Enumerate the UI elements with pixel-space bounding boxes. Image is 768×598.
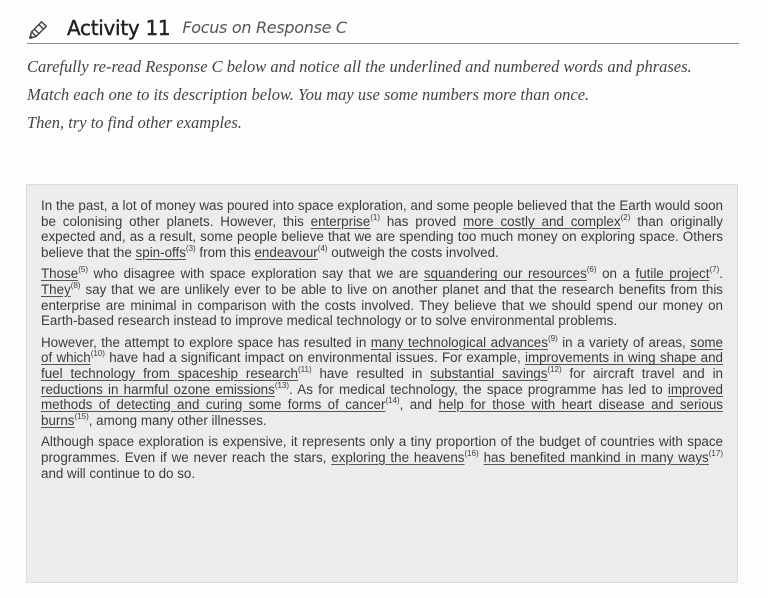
instructions (27, 57, 743, 141)
text: say that we are unlikely ever to be able to live on another planet and that the research benefits from this enterprise are minimal in comparison with the costs involved. They believe that we should spend our money on Earth-based research instead to improve medical technology or to solve environmental problems. (41, 281, 723, 329)
activity-header (27, 12, 739, 44)
underlined-phrase-8: They (41, 281, 71, 297)
underlined-phrase-15: help for those with heart disease and serious burns (41, 397, 723, 428)
text: However, the attempt to explore space has resulted in (41, 334, 371, 350)
pencil-icon (27, 19, 49, 41)
ref-number-7: (7) (709, 265, 720, 275)
text: for aircraft travel and in (561, 365, 723, 381)
text: who disagree with space exploration say that we are (88, 266, 424, 282)
activity-subtitle: Focus on Response C (182, 18, 347, 37)
underlined-phrase-5: Those (41, 266, 79, 282)
text: , and (399, 397, 439, 413)
ref-number-12: (12) (547, 364, 562, 374)
text: . (719, 266, 723, 282)
text: Although space exploration is expensive, it represents only a tiny proportion of the budget of countries with space programmes. Even if we never reach the stars, (41, 434, 723, 465)
underlined-phrase-9: many technological advances (370, 334, 548, 350)
response-paragraph-4 (41, 434, 723, 481)
activity-title: Activity 11 (67, 15, 171, 40)
ref-number-14: (14) (385, 396, 400, 406)
underlined-phrase-3: spin-offs (135, 244, 186, 260)
instruction-2: Match each one to its description below. You may use some numbers more than once. (27, 85, 590, 104)
text: than originally expected and, as a result, some people believe that we are spending too much money on exploring space. Others believe that the (41, 213, 723, 260)
ref-number-17: (17) (708, 448, 723, 458)
instruction-3: Then, try to find other examples. (27, 113, 242, 132)
text: in a variety of areas, (557, 334, 691, 350)
ref-number-2: (2) (620, 212, 631, 222)
underlined-phrase-4: endeavour (254, 244, 318, 260)
underlined-phrase-17: has benefited mankind in many ways (483, 449, 709, 465)
ref-number-4: (4) (317, 243, 328, 253)
instruction-1: Carefully re-read Response C below and notice all the underlined and numbered words and phrases. (27, 57, 692, 76)
text: and will continue to do so. (41, 465, 196, 481)
ref-number-6: (6) (586, 265, 597, 275)
underlined-phrase-7: futile project (635, 266, 710, 282)
text: has proved (379, 213, 464, 229)
ref-number-5: (5) (78, 265, 88, 275)
response-paragraph-3 (41, 335, 723, 429)
ref-number-15: (15) (74, 411, 89, 421)
ref-number-16: (16) (464, 448, 479, 458)
underlined-phrase-2: more costly and complex (463, 213, 621, 229)
underlined-phrase-12: substantial savings (430, 365, 548, 381)
response-paragraph-2 (41, 266, 723, 328)
underlined-phrase-13: reductions in harmful ozone emissions (41, 381, 275, 397)
underlined-phrase-6: squandering our resources (423, 266, 587, 282)
underlined-phrase-14: improved methods of detecting and curing some forms of cancer (41, 381, 723, 413)
underlined-phrase-16: exploring the heavens (331, 449, 465, 465)
response-paragraph-1 (41, 198, 723, 260)
text: have had a significant impact on environmental issues. For example, (104, 350, 525, 366)
ref-number-1: (1) (370, 212, 380, 222)
response-c-box (26, 184, 738, 583)
ref-number-10: (10) (90, 349, 105, 359)
underlined-phrase-10: some of which (41, 334, 723, 366)
ref-number-3: (3) (185, 243, 196, 253)
text: from this (195, 244, 255, 260)
ref-number-11: (11) (297, 364, 312, 374)
text: , among many other illnesses. (88, 412, 267, 428)
underlined-phrase-1: enterprise (310, 213, 371, 229)
ref-number-8: (8) (70, 280, 81, 290)
text: have resulted in (311, 365, 431, 381)
ref-number-13: (13) (274, 380, 290, 390)
text: In the past, a lot of money was poured into space exploration, and some people believed that the Earth would soon be colonising other planets. However, this (41, 198, 723, 229)
underlined-phrase-11: improvements in wing shape and fuel technology from spaceship research (41, 350, 723, 381)
text: . As for medical technology, the space programme has led to (289, 381, 668, 397)
text: on a (596, 266, 636, 282)
ref-number-9: (9) (547, 333, 558, 343)
text: outweigh the costs involved. (327, 244, 499, 260)
